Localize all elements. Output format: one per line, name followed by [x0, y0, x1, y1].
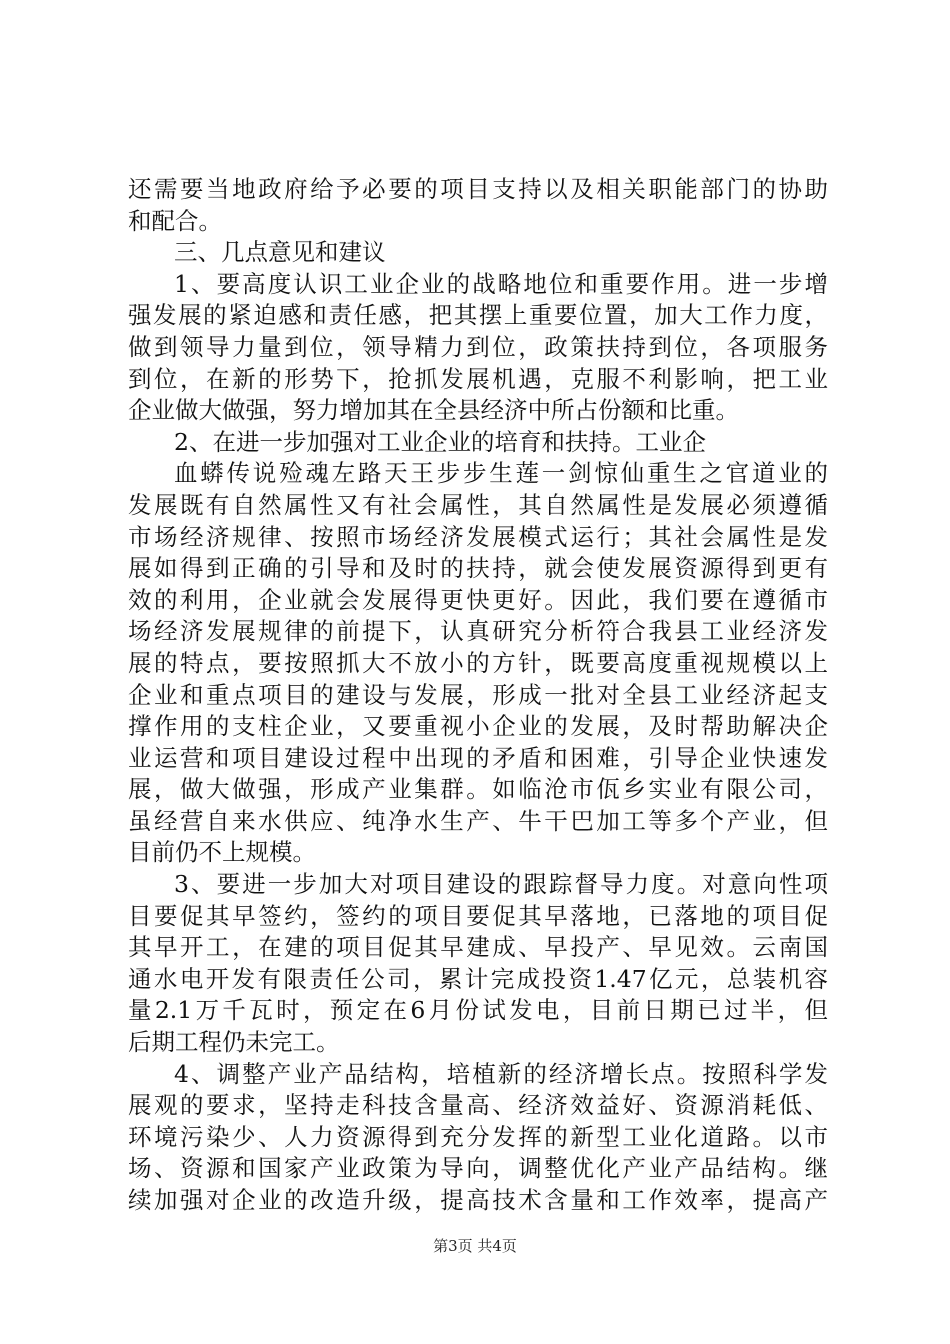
text-line: 通水电开发有限责任公司，累计完成投资1.47亿元，总装机容: [128, 964, 828, 993]
text-line: 续加强对企业的改造升级，提高技术含量和工作效率，提高产: [128, 1186, 828, 1214]
text-line: 展如得到正确的引导和及时的扶持，就会使发展资源得到更有: [128, 554, 828, 583]
text-line: 撑作用的支柱企业，又要重视小企业的发展，及时帮助解决企: [128, 712, 828, 741]
text-line: 后期工程仍未完工。: [128, 1028, 340, 1057]
text-line: 做到领导力量到位，领导精力到位，政策扶持到位，各项服务: [128, 332, 828, 361]
text-line: 强发展的紧迫感和责任感，把其摆上重要位置，加大工作力度，: [128, 301, 828, 330]
text-line: 血蟒传说殓魂左路天王步步生莲一剑惊仙重生之官道业的: [174, 459, 828, 488]
text-line: 场、资源和国家产业政策为导向，调整优化产业产品结构。继: [128, 1154, 828, 1183]
text-line: 3、要进一步加大对项目建设的跟踪督导力度。对意向性项: [174, 870, 828, 899]
text-line: 还需要当地政府给予必要的项目支持以及相关职能部门的协助: [128, 175, 828, 203]
text-line: 展的特点，要按照抓大不放小的方针，既要高度重视规模以上: [128, 648, 828, 677]
text-line: 到位，在新的形势下，抢抓发展机遇，克服不利影响，把工业: [128, 364, 828, 393]
text-line: 目要促其早签约，签约的项目要促其早落地，已落地的项目促: [128, 901, 828, 930]
text-line: 三、几点意见和建议: [174, 238, 386, 267]
text-line: 量2.1万千瓦时，预定在6月份试发电，目前日期已过半，但: [128, 996, 828, 1025]
text-line: 企业做大做强，努力增加其在全县经济中所占份额和比重。: [128, 396, 739, 425]
text-line: 目前仍不上规模。: [128, 838, 316, 867]
text-line: 展，做大做强，形成产业集群。如临沧市佤乡实业有限公司，: [128, 775, 828, 804]
text-line: 效的利用，企业就会发展得更快更好。因此，我们要在遵循市: [128, 585, 828, 614]
page-footer: 第3页 共4页: [433, 1237, 517, 1255]
text-line: 市场经济规律、按照市场经济发展模式运行；其社会属性是发: [128, 522, 828, 551]
text-line: 2、在进一步加强对工业企业的培育和扶持。工业企: [174, 427, 706, 456]
text-line: 虽经营自来水供应、纯净水生产、牛干巴加工等多个产业，但: [128, 806, 828, 835]
text-line: 企业和重点项目的建设与发展，形成一批对全县工业经济起支: [128, 680, 828, 709]
text-line: 场经济发展规律的前提下，认真研究分析符合我县工业经济发: [128, 617, 828, 646]
text-line: 1、要高度认识工业企业的战略地位和重要作用。进一步增: [174, 269, 828, 298]
text-line: 展观的要求，坚持走科技含量高、经济效益好、资源消耗低、: [128, 1091, 828, 1120]
text-line: 业运营和项目建设过程中出现的矛盾和困难，引导企业快速发: [128, 743, 828, 772]
document-body: [128, 174, 828, 1217]
text-line: 发展既有自然属性又有社会属性，其自然属性是发展必须遵循: [128, 490, 828, 519]
text-line: 其早开工，在建的项目促其早建成、早投产、早见效。云南国: [128, 933, 828, 962]
text-line: 环境污染少、人力资源得到充分发挥的新型工业化道路。以市: [128, 1122, 828, 1151]
text-line: 和配合。: [128, 206, 222, 235]
text-line: 4、调整产业产品结构，培植新的经济增长点。按照科学发: [174, 1059, 828, 1088]
